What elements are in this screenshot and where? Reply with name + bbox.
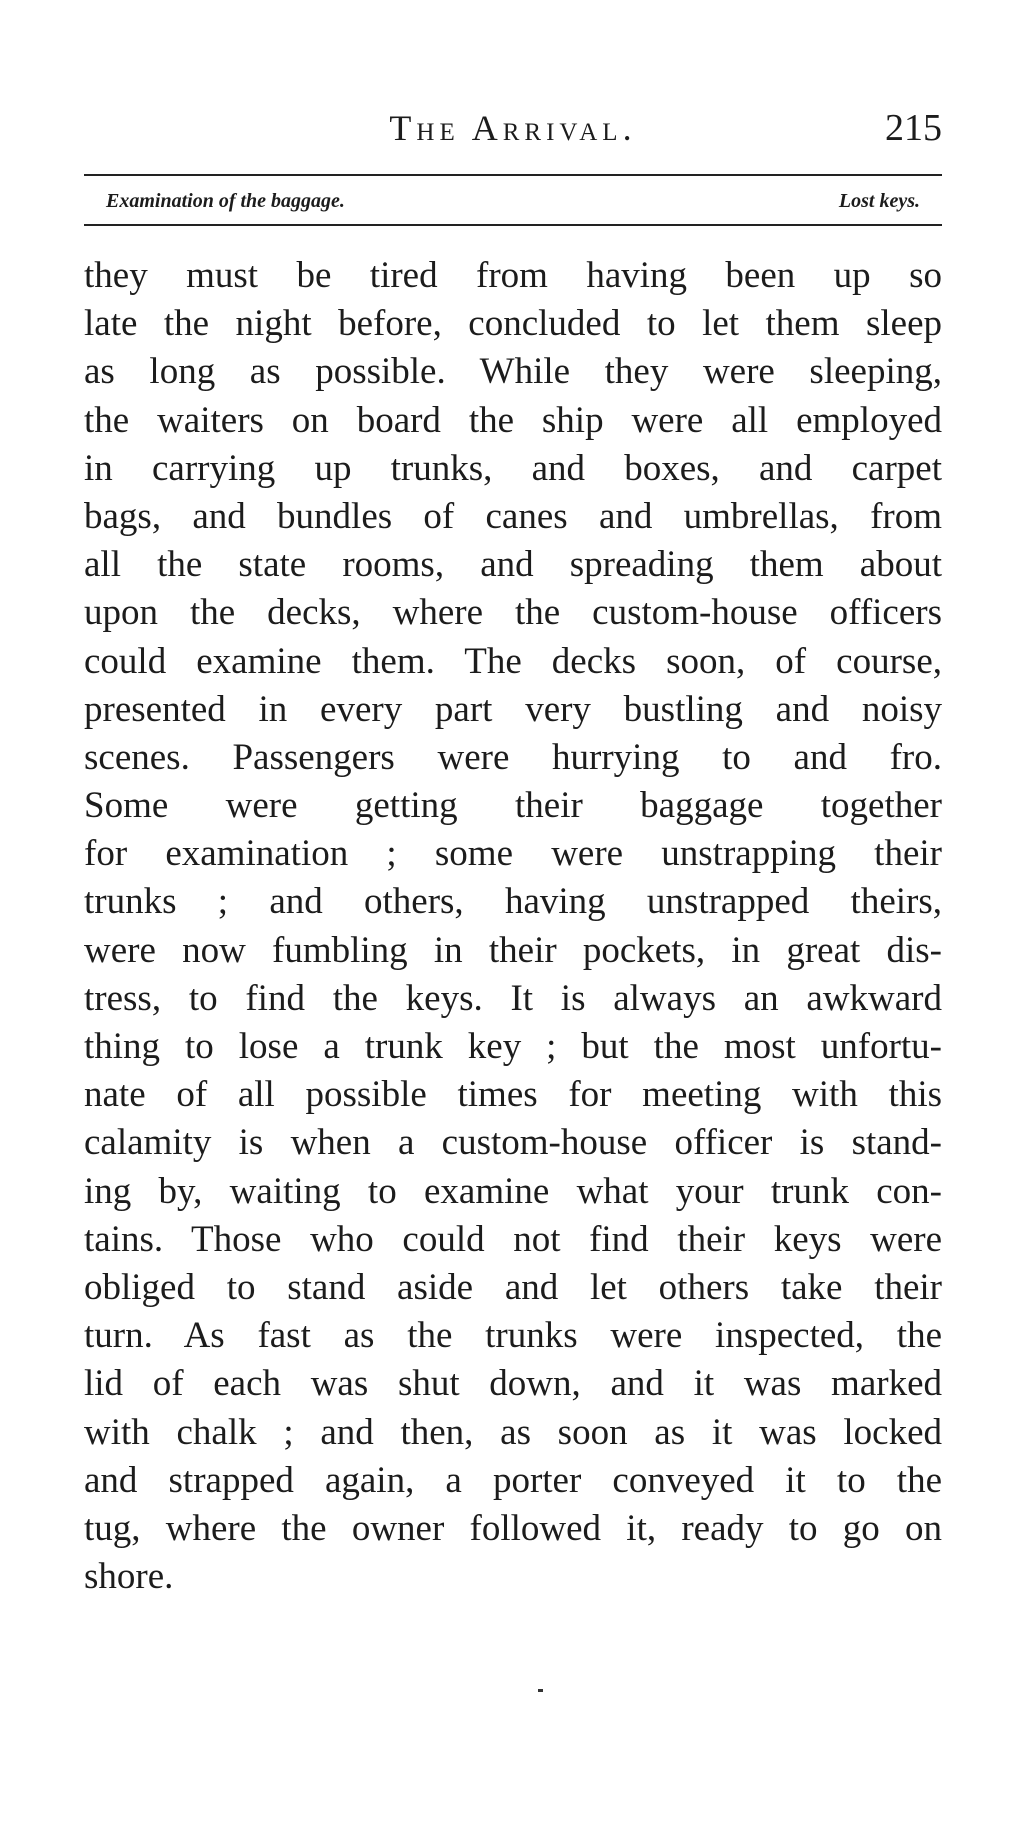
text-line: late the night before, concluded to let them sleep — [84, 303, 942, 345]
text-line: in carrying up trunks, and boxes, and carpet — [84, 447, 942, 489]
text-line: obliged to stand aside and let others take their — [84, 1266, 942, 1308]
text-line: were now fumbling in their pockets, in great dis- — [84, 929, 942, 971]
stray-ink-mark — [538, 1689, 543, 1692]
text-line: presented in every part very bustling and noisy — [84, 688, 942, 730]
text-line: calamity is when a custom-house officer is stand- — [84, 1122, 942, 1164]
text-line: bags, and bundles of canes and umbrellas, from — [84, 495, 942, 537]
text-line: ing by, waiting to examine what your trunk con- — [84, 1170, 942, 1212]
text-line: scenes. Passengers were hurrying to and fro. — [84, 736, 942, 778]
text-line: could examine them. The decks soon, of course, — [84, 640, 942, 682]
text-line: upon the decks, where the custom-house officers — [84, 592, 942, 634]
text-line: and strapped again, a porter conveyed it to the — [84, 1459, 942, 1501]
header-rule-bottom — [84, 224, 942, 226]
subhead-left: Examination of the baggage. — [106, 190, 345, 212]
text-line: tains. Those who could not find their keys were — [84, 1218, 942, 1260]
running-head — [84, 104, 942, 156]
page-number: 215 — [885, 107, 942, 149]
text-line: thing to lose a trunk key ; but the most unfortu- — [84, 1026, 942, 1067]
text-line: tug, where the owner followed it, ready to go on — [84, 1507, 942, 1549]
marginal-subheads — [84, 184, 942, 218]
text-line: nate of all possible times for meeting with this — [84, 1074, 942, 1116]
text-line: for examination ; some were unstrapping their — [84, 833, 942, 875]
text-line: lid of each was shut down, and it was marked — [84, 1363, 942, 1405]
text-line-last: shore. — [84, 1556, 174, 1598]
text-line: tress, to find the keys. It is always an awkward — [84, 977, 942, 1019]
text-line: they must be tired from having been up so — [84, 255, 942, 296]
text-line: as long as possible. While they were sleeping, — [84, 351, 942, 393]
text-line: all the state rooms, and spreading them about — [84, 544, 942, 586]
text-line: with chalk ; and then, as soon as it was locked — [84, 1411, 942, 1453]
text-line: the waiters on board the ship were all employed — [84, 399, 942, 441]
text-line: trunks ; and others, having unstrapped theirs, — [84, 881, 942, 923]
text-line: turn. As fast as the trunks were inspected, the — [84, 1315, 942, 1357]
subhead-right: Lost keys. — [838, 190, 920, 212]
body-text — [84, 252, 942, 1601]
text-line: Some were getting their baggage together — [84, 785, 942, 827]
header-rule-top — [84, 174, 942, 176]
running-title: The Arrival. — [389, 108, 637, 148]
